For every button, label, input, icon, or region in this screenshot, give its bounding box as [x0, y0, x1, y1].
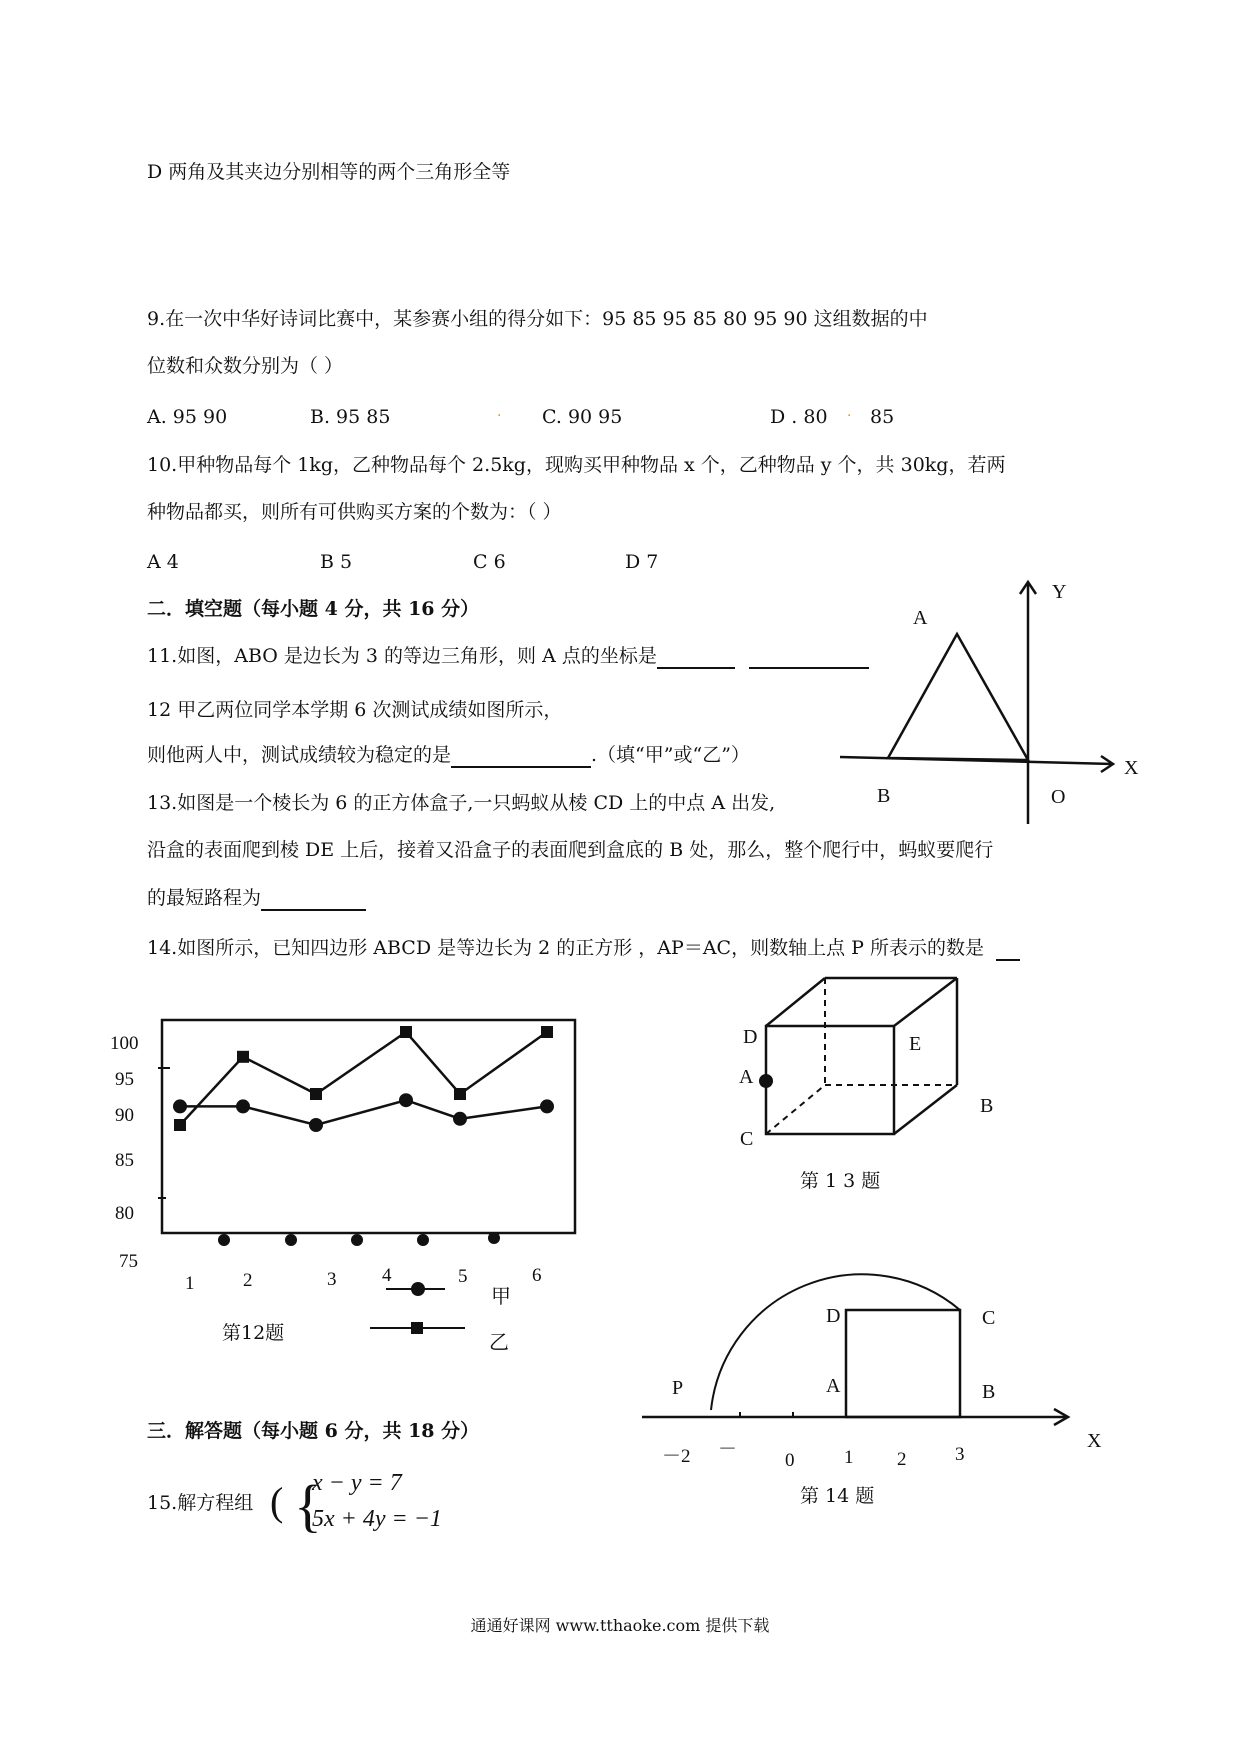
- q10-option-d: D 7: [625, 551, 659, 573]
- q12-text-b: .（填“甲”或“乙”）: [591, 744, 750, 766]
- cube-label-d: D: [743, 1026, 758, 1048]
- fig14-tick-label: －: [718, 1439, 738, 1460]
- fig14-label-b: B: [982, 1381, 996, 1403]
- section3-heading: 三．解答题（每小题 6 分，共 18 分）: [147, 1420, 480, 1442]
- q14-text: 14.如图所示，已知四边形 ABCD 是等边长为 2 的正方形 ，AP＝AC，则数轴上点 P 所表示的数是: [147, 937, 984, 959]
- cube-label-a: A: [739, 1066, 754, 1088]
- chart-y-tick: 80: [115, 1203, 134, 1224]
- q9-option-c: C. 90 95: [542, 406, 623, 428]
- q15-equation-1: x − y = 7: [312, 1470, 402, 1496]
- legend-label-yi: 乙: [489, 1332, 509, 1354]
- chart-x-tick: 5: [458, 1266, 468, 1287]
- chart-x-tick: 6: [532, 1265, 542, 1286]
- q13-stem-line2: 沿盒的表面爬到棱 DE 上后，接着又沿盒子的表面爬到盒底的 B 处，那么，整个爬行中，蚂蚁要爬行: [147, 839, 994, 861]
- fig13-caption: 第 1 3 题: [800, 1170, 881, 1192]
- chart-x-tick: 3: [327, 1269, 337, 1290]
- q8-option-d: D 两角及其夹边分别相等的两个三角形全等: [147, 161, 511, 183]
- fig14-label-c: C: [982, 1307, 996, 1329]
- chart-y-tick: 90: [115, 1105, 134, 1126]
- q13-stem-line1: 13.如图是一个棱长为 6 的正方体盒子,一只蚂蚁从棱 CD 上的中点 A 出发,: [147, 792, 776, 814]
- cube-label-c: C: [740, 1128, 754, 1150]
- chart-y-tick: 85: [115, 1150, 134, 1171]
- chart-x-tick: 2: [243, 1270, 253, 1291]
- q9-option-d: D . 80: [770, 406, 828, 428]
- stray-dot: ·: [497, 408, 502, 424]
- q10-option-c: C 6: [473, 551, 506, 573]
- q12-stem-line1: 12 甲乙两位同学本学期 6 次测试成绩如图所示，: [147, 699, 563, 721]
- fig14-tick-label: 0: [785, 1450, 795, 1471]
- q10-option-b: B 5: [320, 551, 353, 573]
- q13-text: 的最短路程为: [147, 887, 262, 909]
- page-footer: 通通好课网 www.tthaoke.com 提供下载: [470, 1616, 770, 1635]
- fig11-label-o: O: [1051, 786, 1066, 808]
- legend-label-jia: 甲: [491, 1286, 511, 1308]
- chart-y-tick: 75: [119, 1251, 138, 1272]
- fig11-label-x: X: [1124, 757, 1139, 779]
- chart-y-tick: 100: [110, 1033, 139, 1054]
- q15-prefix: 15.解方程组: [147, 1492, 254, 1514]
- q10-stem-line1: 10.甲种物品每个 1kg，乙种物品每个 2.5kg，现购买甲种物品 x 个，乙种物品 y 个，共 30kg，若两: [147, 454, 1006, 476]
- chart-x-tick: 1: [185, 1273, 195, 1294]
- stray-dot: ·: [847, 408, 852, 424]
- fig14-square: [846, 1310, 960, 1417]
- q9-stem-line2: 位数和众数分别为（ ）: [147, 355, 344, 377]
- fig11-label-y: Y: [1052, 581, 1067, 603]
- fig14-tick-label: 1: [844, 1447, 854, 1468]
- q10-stem-line2: 种物品都买，则所有可供购买方案的个数为：（ ）: [147, 501, 562, 523]
- q9-option-d-value: 85: [870, 406, 895, 428]
- q11-text: 11.如图，ABO 是边长为 3 的等边三角形，则 A 点的坐标是: [147, 645, 657, 667]
- q9-option-a: A. 95 90: [147, 406, 228, 428]
- cube-label-e: E: [909, 1033, 922, 1055]
- fig11-label-b: B: [877, 785, 891, 807]
- section2-heading: 二．填空题（每小题 4 分，共 16 分）: [147, 598, 480, 620]
- fig14-tick-label: 3: [955, 1444, 965, 1465]
- fig14-label-x: X: [1087, 1430, 1102, 1452]
- fig14-caption: 第 14 题: [800, 1485, 875, 1507]
- q10-option-a: A 4: [147, 551, 179, 573]
- fig12-caption: 第12题: [222, 1322, 285, 1344]
- fig14-label-d: D: [826, 1305, 841, 1327]
- cube-label-b: B: [980, 1095, 994, 1117]
- fig14-tick-label: 2: [897, 1449, 907, 1470]
- q15-equation-2: 5x + 4y = −1: [312, 1506, 442, 1532]
- q15-brace: {: [294, 1473, 322, 1538]
- fig11-label-a: A: [913, 607, 928, 629]
- q15-paren: (: [270, 1479, 284, 1524]
- chart-x-tick: 4: [382, 1265, 392, 1286]
- fig14-tick-label: －2: [662, 1446, 691, 1467]
- chart-y-tick: 95: [115, 1069, 134, 1090]
- q9-option-b: B. 95 85: [310, 406, 391, 428]
- fig14-label-a: A: [826, 1375, 841, 1397]
- fig14-label-p: P: [672, 1377, 684, 1399]
- q9-stem-line1: 9.在一次中华好诗词比赛中，某参赛小组的得分如下：95 85 95 85 80 95 90 这组数据的中: [147, 308, 928, 330]
- q12-text-a: 则他两人中，测试成绩较为稳定的是: [147, 744, 452, 766]
